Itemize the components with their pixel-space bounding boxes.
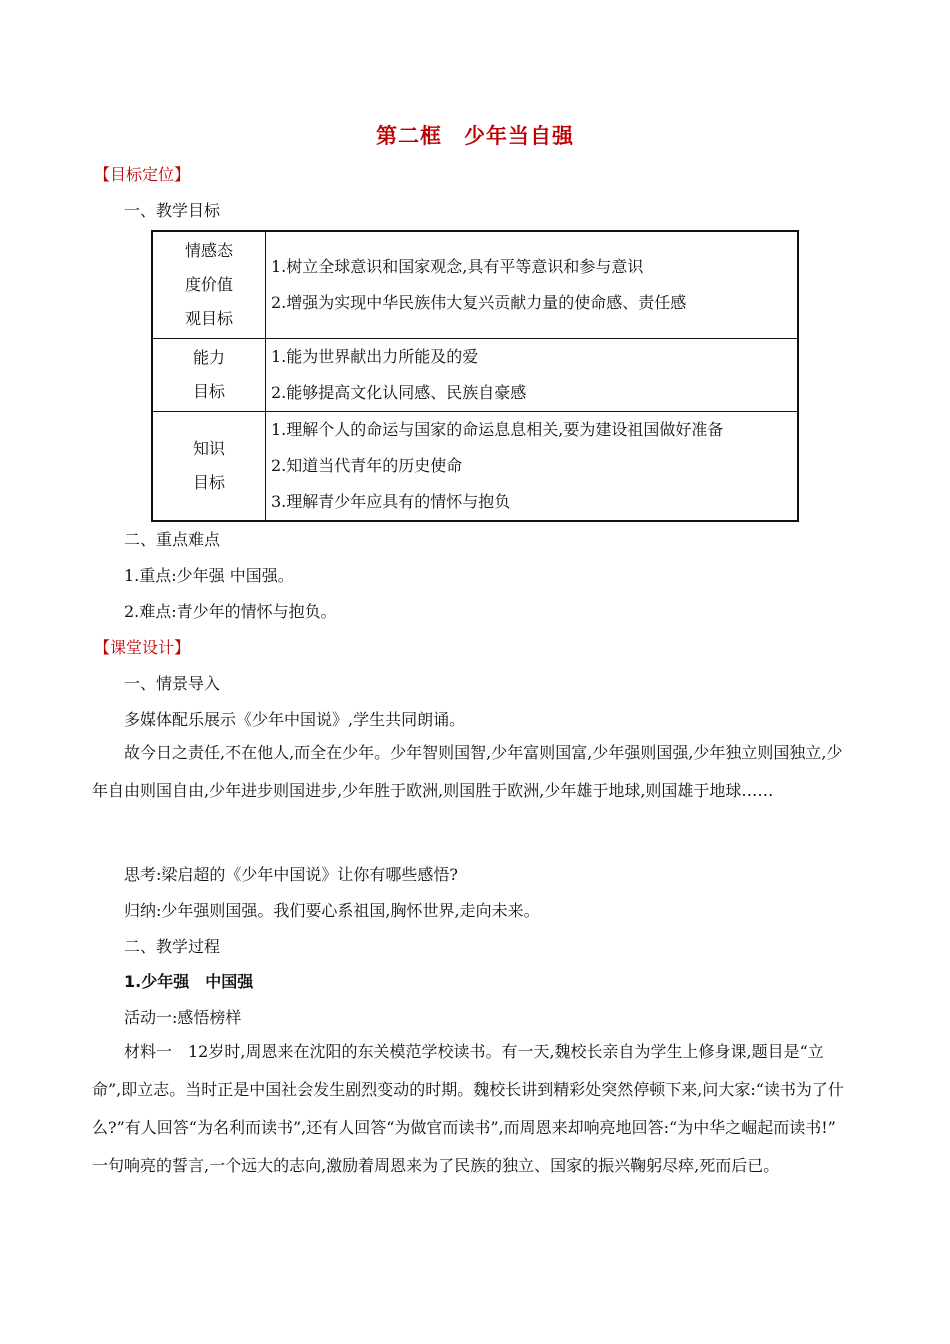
- category-text: 知识: [192, 439, 225, 458]
- category-cell: [152, 231, 266, 339]
- section-header-goals: 【目标定位】: [94, 165, 191, 184]
- items-cell: [266, 231, 799, 339]
- activity-heading: 活动一:感悟榜样: [124, 1008, 242, 1027]
- items-cell: [266, 339, 799, 412]
- subheading-teaching-goals: 一、教学目标: [124, 201, 221, 220]
- subheading-key-points: 二、重点难点: [124, 530, 221, 549]
- goal-item: 2.增强为实现中华民族伟大复兴贡献力量的使命感、责任感: [271, 293, 687, 312]
- category-text: 目标: [192, 382, 225, 401]
- category-text: 情感态: [184, 241, 233, 260]
- goal-item: 2.能够提高文化认同感、民族自豪感: [271, 383, 527, 402]
- subheading-process: 二、教学过程: [124, 937, 221, 956]
- table-row: [152, 412, 798, 522]
- goal-item: 1.理解个人的命运与国家的命运息息相关,要为建设祖国做好准备: [271, 420, 724, 439]
- goal-item: 1.树立全球意识和国家观念,具有平等意识和参与意识: [271, 257, 644, 276]
- goal-item: 1.能为世界献出力所能及的爱: [271, 347, 479, 366]
- title-part-1: 第二框: [376, 124, 442, 148]
- material-text: 材料一 12岁时,周恩来在沈阳的东关模范学校读书。有一天,魏校长亲自为学生上修身课,题目是“立命”,即立志。当时正是中国社会发生剧烈变动的时期。魏校长讲到精彩处突然停顿下来,问大家:“读书为了什么?”有人回答“为名利而读书”,还有人回答“为做官而读书”,而周恩来却响亮地回答:“为中华之崛起而读书!” 一句响亮的誓言,一个远大的志向,激励着周恩来为了民族的独立、国家的振兴鞠躬尽瘁,死而后已。: [92, 1042, 844, 1175]
- quote-paragraph: [92, 734, 852, 810]
- goal-item: 2.知道当代青年的历史使命: [271, 456, 463, 475]
- table-row: [152, 231, 798, 339]
- section-header-class-design: 【课堂设计】: [94, 638, 191, 657]
- think-question: 思考:梁启超的《少年中国说》让你有哪些感悟?: [124, 865, 458, 884]
- category-text: 度价值: [184, 275, 233, 294]
- table-row: [152, 339, 798, 412]
- key-point: 1.重点:少年强 中国强。: [124, 566, 294, 585]
- category-cell: [152, 339, 266, 412]
- category-cell: [152, 412, 266, 522]
- summary-text: 归纳:少年强则国强。我们要心系祖国,胸怀世界,走向未来。: [124, 901, 540, 920]
- quote-text: 故今日之责任,不在他人,而全在少年。少年智则国智,少年富则国富,少年强则国强,少年独立则国独立,少年自由则国自由,少年进步则国进步,少年胜于欧洲,则国胜于欧洲,少年雄于地球,则国雄于地球……: [92, 743, 843, 800]
- page-title: [0, 120, 950, 150]
- subheading-intro: 一、情景导入: [124, 674, 221, 693]
- category-text: 观目标: [184, 309, 233, 328]
- title-part-2: 少年当自强: [464, 124, 574, 148]
- difficult-point: 2.难点:青少年的情怀与抱负。: [124, 602, 337, 621]
- goals-table: [151, 230, 799, 522]
- category-text: 目标: [192, 473, 225, 492]
- intro-text: 多媒体配乐展示《少年中国说》,学生共同朗诵。: [124, 710, 466, 729]
- items-cell: [266, 412, 799, 522]
- point-heading: 1.少年强 中国强: [124, 972, 254, 991]
- material-paragraph: [92, 1033, 852, 1185]
- category-text: 能力: [192, 348, 225, 367]
- goal-item: 3.理解青少年应具有的情怀与抱负: [271, 492, 511, 511]
